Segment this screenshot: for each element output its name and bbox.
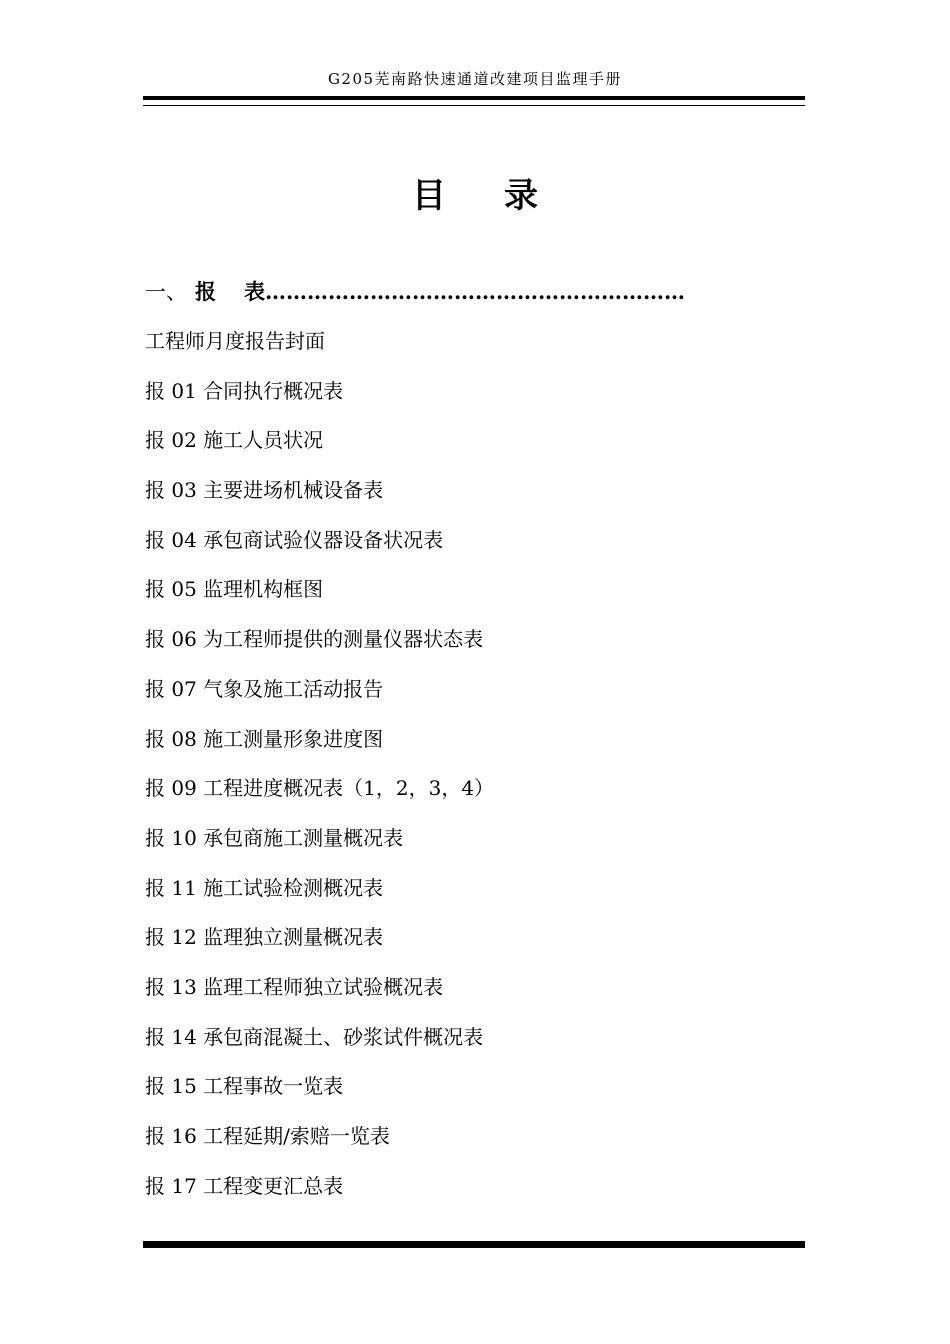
toc-entry[interactable]: 工程师月度报告封面: [145, 329, 325, 353]
toc-entry[interactable]: 报 11 施工试验检测概况表: [145, 875, 384, 900]
toc-entry[interactable]: 报 15 工程事故一览表: [145, 1074, 344, 1099]
toc-entry[interactable]: 报 04 承包商试验仪器设备状况表: [145, 527, 444, 552]
running-header: G205芜南路快速通道改建项目监理手册: [327, 70, 623, 88]
toc-entry[interactable]: 报 09 工程进度概况表（1，2，3，4）: [145, 776, 495, 801]
toc-entry[interactable]: 报 08 施工测量形象进度图: [145, 726, 384, 751]
page-title-char-1: 目: [412, 176, 446, 216]
section-leader-dots: ……………………………………………………: [265, 279, 685, 304]
toc-entry[interactable]: 报 05 监理机构框图: [145, 577, 324, 602]
page-title: [0, 168, 950, 217]
section-number: 一、: [145, 280, 187, 304]
header-rule-thin: [143, 105, 805, 106]
toc-entry[interactable]: 报 01 合同执行概况表: [145, 378, 344, 403]
footer-rule: [143, 1241, 805, 1248]
section-label-first: 报: [195, 280, 244, 304]
page-title-char-2: 录: [504, 176, 538, 216]
toc-entry[interactable]: 报 14 承包商混凝土、砂浆试件概况表: [145, 1024, 484, 1049]
toc-entry[interactable]: 报 07 气象及施工活动报告: [145, 676, 384, 701]
toc-section-heading[interactable]: [145, 276, 685, 306]
toc-entry[interactable]: 报 03 主要进场机械设备表: [145, 478, 384, 503]
toc-list: [145, 326, 494, 1220]
toc-entry[interactable]: 报 06 为工程师提供的测量仪器状态表: [145, 627, 484, 652]
toc-entry[interactable]: 报 10 承包商施工测量概况表: [145, 825, 404, 850]
toc-entry[interactable]: 报 17 工程变更汇总表: [145, 1173, 344, 1198]
toc-entry[interactable]: 报 02 施工人员状况: [145, 428, 324, 453]
header-rule-thick: [143, 96, 805, 100]
toc-entry[interactable]: 报 13 监理工程师独立试验概况表: [145, 974, 444, 999]
toc-entry[interactable]: 报 12 监理独立测量概况表: [145, 925, 384, 950]
toc-entry[interactable]: 报 16 工程延期/索赔一览表: [145, 1124, 390, 1148]
section-label-last: 表: [244, 280, 265, 304]
